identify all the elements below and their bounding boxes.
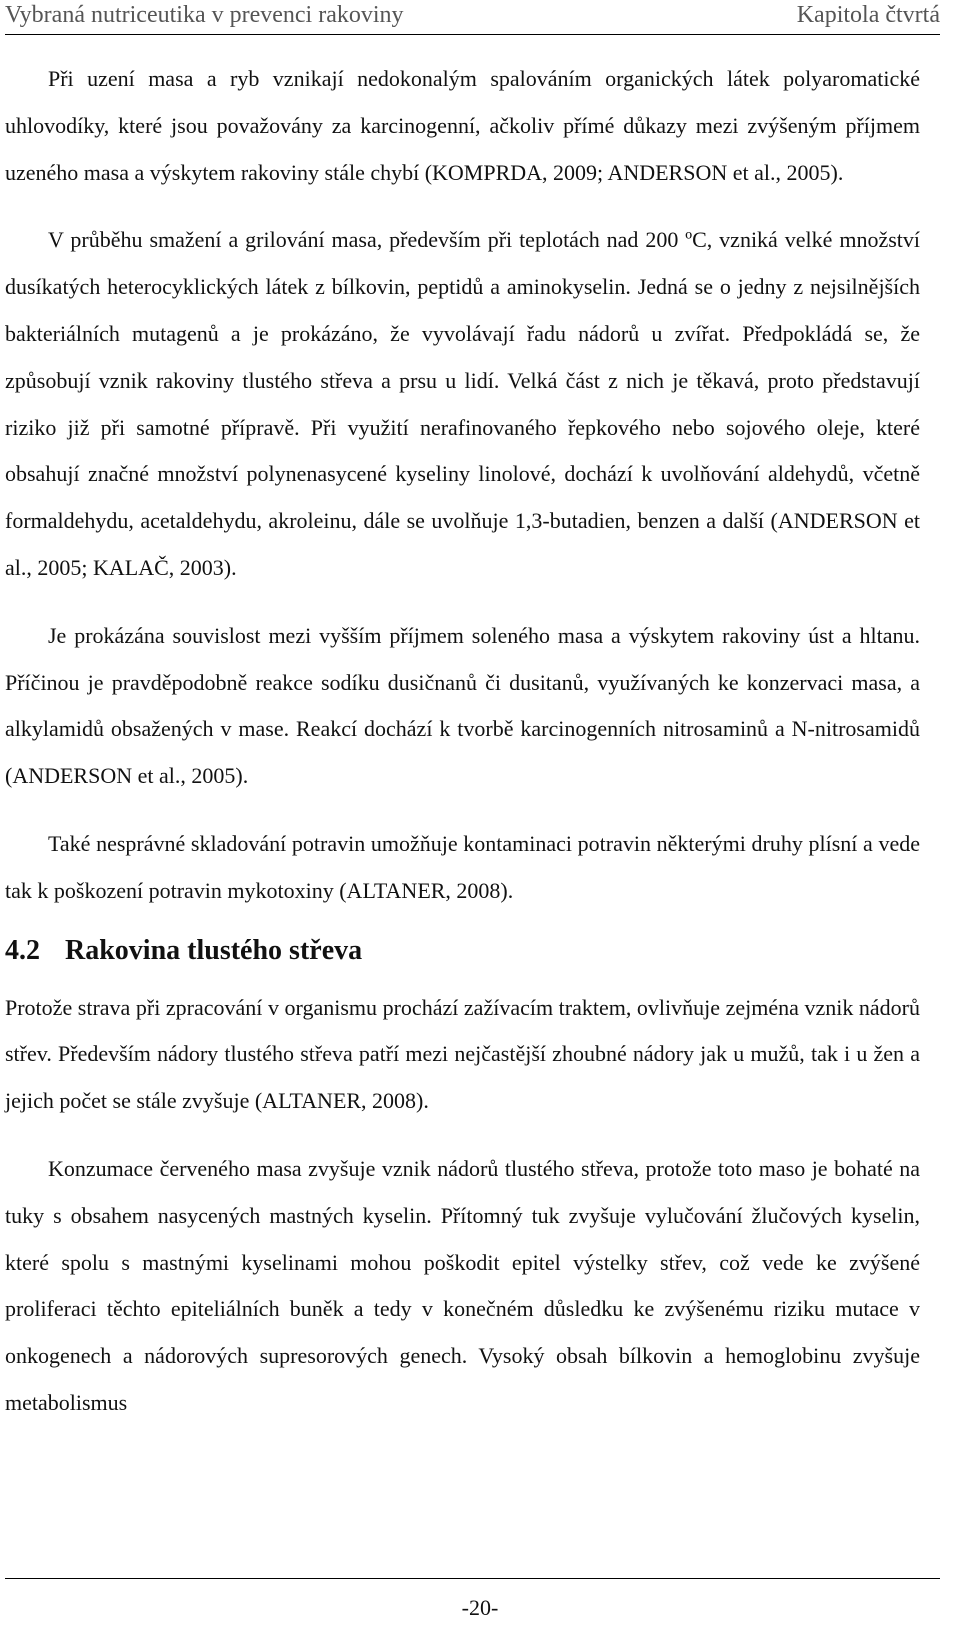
paragraph-smoking: Při uzení masa a ryb vznikají nedokonalým spalováním organických látek polyaromatické uhlovodíky, které jsou považovány za karcinogenní, ačkoliv přímé důkazy mezi zvýšeným příjmem uzeného masa a výskytem rakoviny stále chybí (KOMPRDA, 2009; ANDERSON et al., 2005).	[5, 66, 920, 185]
page-number: -20-	[461, 1595, 499, 1620]
document-body	[5, 56, 920, 1427]
paragraph-storage: Také nesprávné skladování potravin umožňuje kontaminaci potravin některými druhy plísní a vede tak k poškození potravin mykotoxiny (ALTANER, 2008).	[5, 830, 920, 903]
header-chapter: Kapitola čtvrtá	[796, 2, 940, 28]
paragraph-frying: V průběhu smažení a grilování masa, především při teplotách nad 200 ºC, vzniká velké množství dusíkatých heterocyklických látek z bílkovin, peptidů a aminokyselin. Jedná se o jedny z nejsilnějších bakteriálních mutagenů a je prokázáno, že vyvolávají řadu nádorů u zvířat. Předpokládá se, že způsobují vznik rakoviny tlustého střeva a prsu u lidí. Velká část z nich je těkavá, proto představují riziko již při samotné přípravě. Při využití nerafinovaného řepkového nebo sojového oleje, které obsahují značné množství polynenasycené kyseliny linolové, dochází k uvolňování aldehydů, včetně formaldehydu, acetaldehydu, akroleinu, dále se uvolňuje 1,3-butadien, benzen a další (ANDERSON et al., 2005; KALAČ, 2003).	[5, 227, 920, 580]
section-heading	[5, 915, 920, 985]
paragraph-salted-meat: Je prokázána souvislost mezi vyšším příjmem soleného masa a výskytem rakoviny úst a hltanu. Příčinou je pravděpodobně reakce sodíku dusičnanů či dusitanů, využívaných ke konzervaci masa, a alkylamidů obsažených v mase. Reakcí dochází k tvorbě karcinogenních nitrosaminů a N-nitrosamidů (ANDERSON et al., 2005).	[5, 622, 920, 789]
footer-divider	[5, 1578, 940, 1579]
header-title: Vybraná nutriceutika v prevenci rakoviny	[5, 2, 404, 28]
section-title: Rakovina tlustého střeva	[65, 934, 363, 966]
paragraph-red-meat: Konzumace červeného masa zvyšuje vznik nádorů tlustého střeva, protože toto maso je bohaté na tuky s obsahem nasycených mastných kyselin. Přítomný tuk zvyšuje vylučování žlučových kyselin, které spolu s mastnými kyselinami mohou poškodit epitel výstelky střev, což vede ke zvýšené proliferaci těchto epiteliálních buněk a tedy v konečném důsledku ke zvýšenému riziku mutace v onkogenech a nádorových supresorových genech. Vysoký obsah bílkovin a hemoglobinu zvyšuje metabolismus	[5, 1155, 920, 1415]
section-number: 4.2	[5, 934, 40, 966]
running-header	[5, 0, 940, 35]
paragraph-colon-intro: Protože strava při zpracování v organismu prochází zažívacím traktem, ovlivňuje zejména vznik nádorů střev. Především nádory tlustého střeva patří mezi nejčastější zhoubné nádory jak u mužů, tak i u žen a jejich počet se stále zvyšuje (ALTANER, 2008).	[5, 994, 920, 1114]
